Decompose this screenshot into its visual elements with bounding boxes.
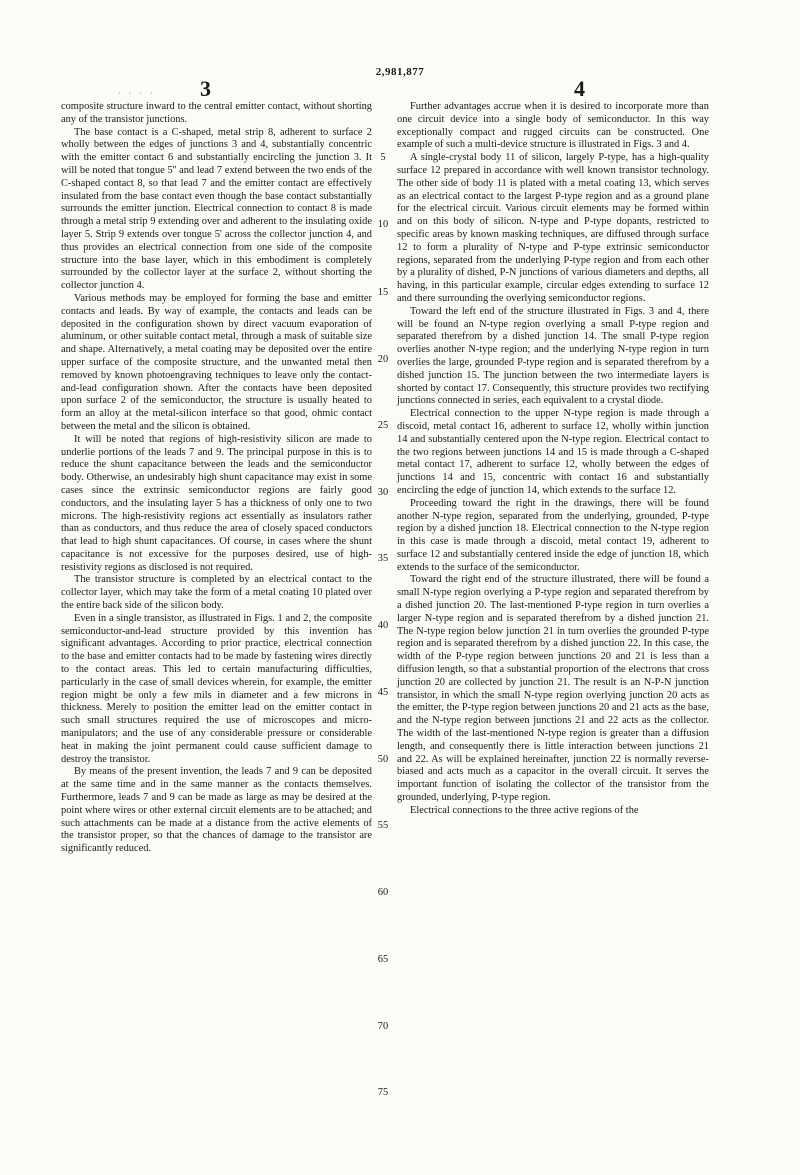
line-number: 45: [377, 687, 389, 698]
right-paragraph: Further advantages accrue when it is desired to incorporate more than one circuit device into a single body of semiconductor. In this way exceptionally compact and rugged circuits can be constructed. One example of such a multi-device structure is illustrated in Figs. 3 and 4.: [397, 101, 709, 151]
line-number: 30: [377, 487, 389, 498]
line-number: 75: [377, 1087, 389, 1098]
right-paragraph: Toward the right end of the structure illustrated, there will be found a small N-type region overlying a P-type region and separated therefrom by a dished junction 20. The last-mentioned P-type region in turn overlies a larger N-type region and is separated therefrom by a dished junction 21. The N-type region below junction 21 in turn overlies the grounded P-type region and is separated therefrom by a dished junction 22. In this case, the width of the P-type region between junctions 20 and 21 is less than a diffusion length, so that a substantial proportion of the electrons that cross junction 20 are collected by junction 21. The result is an N-P-N junction transistor, in which the small N-type region overlying junction 20 acts as the emitter, the P-type region between junctions 20 and 21 acts as the base, and the N-type region between junctions 21 and 22 acts as the collector. The width of the last-mentioned N-type region is greater than a diffusion length, and consequently there is little interaction between junctions 21 and 22. As will be explained hereinafter, junction 22 is normally reverse-biased and acts much as a capacitor in the overall circuit. It serves the important function of isolating the collector of the transistor from the grounded, underlying, P-type region.: [397, 574, 709, 804]
left-paragraph: It will be noted that regions of high-resistivity silicon are made to underlie portions of the leads 7 and 9. The principal purpose in this is to reduce the shunt capacitance between the leads and the semiconductor body. Otherwise, an undesirably high shunt capacitance may exist in some cases since the extrinsic semiconductor regions are fairly good conductors, and the insulating layer 5 has a thickness of only one to two microns. The high-resistivity regions act essentially as insulators rather than as conductors, and thus reduce the area of closely spaced conductors that lead to high shunt capacitances. Of course, in cases where the shunt capacitance is not excessive for the purposes desired, use of high-resistivity regions as disclosed is not required.: [61, 433, 372, 573]
left-paragraph: The base contact is a C-shaped, metal strip 8, adherent to surface 2 wholly between the edges of junctions 3 and 4, substantially concentric with the emitter contact 6 and substantially encircling the junction 3. It will be noted that tongue 5'' and lead 7 extend between the two ends of the C-shaped contact 8, so that lead 7 and the emitter contact are effectively insulated from the base contact even though the base contact substantially surrounds the emitter junction. Electrical connection to contact 8 is made through a metal strip 9 extending over and adherent to the insulating oxide layer 5. Strip 9 extends over tongue 5' across the collector junction 4, and thus provides an electrical connection from one side of the composite structure into the base layer, which in this embodiment is completely surrounded by the collector layer at the surface 2, without shorting the collector junction 4.: [61, 126, 372, 292]
left-paragraph: composite structure inward to the central emitter contact, without shorting any of the transistor junctions.: [61, 101, 372, 125]
line-number: 70: [377, 1021, 389, 1032]
left-column-number: 3: [200, 76, 211, 101]
right-paragraph: Electrical connection to the upper N-type region is made through a discoid, metal contact 16, adherent to surface 12, wholly within junction 14 and substantially centered upon the N-type region. Electrical contact to the two regions between junctions 14 and 15 is made through a C-shaped metal contact 17, adherent to surface 12, wholly between the edges of junctions 14 and 15, concentric with contact 16 and substantially encircling the edge of junction 14, which extends to the surface 12.: [397, 408, 709, 496]
right-column-number: 4: [574, 76, 585, 101]
line-number: 20: [377, 354, 389, 365]
patent-number: 2,981,877: [375, 66, 425, 78]
line-number-gutter: [370, 101, 396, 1151]
right-paragraph: Proceeding toward the right in the drawings, there will be found another N-type region, separated from the underlying, grounded, P-type region by a dished junction 18. Electrical connection to the N-type region in this case is made through a discoid, metal contact 19, adherent to surface 12 and substantially centered inside the edge of junction 18, which extends to the surface of the semiconductor.: [397, 497, 709, 573]
left-paragraph: Various methods may be employed for forming the base and emitter contacts and leads. By way of example, the contacts and leads can be deposited in the configuration shown by direct vacuum evaporation of aluminum, or other suitable contact metal, through a mask of suitable size and shape. Alternatively, a metal coating may be deposited over the entire upper surface of the composite structure, and the unwanted metal then removed by known photoengraving techniques to leave only the contact-and-lead configuration shown. After the contacts have been deposited upon surface 2 of the semiconductor, the structure is usually heated to form an alloy at the metal-silicon interface so that good, ohmic contact between the metal and the silicon is obtained.: [61, 292, 372, 432]
right-paragraph: Electrical connections to the three active regions of the: [410, 804, 639, 816]
line-number: 15: [377, 287, 389, 298]
left-paragraph: The transistor structure is completed by an electrical contact to the collector layer, which may take the form of a metal coating 10 plated over the entire back side of the silicon body.: [61, 574, 372, 612]
left-column: [61, 101, 372, 856]
right-column: [397, 101, 709, 818]
page-header: [0, 0, 800, 100]
line-number: 40: [377, 620, 389, 631]
line-number: 10: [377, 219, 389, 230]
line-number: 25: [377, 420, 389, 431]
left-paragraph: By means of the present invention, the leads 7 and 9 can be deposited at the same time and in the same manner as the contacts themselves. Furthermore, leads 7 and 9 can be made as large as may be desired at the point where wires or other external circuit elements are to be attached; and such attachments can be made at a distance from the active elements of the transistor proper, so that the chances of damage to the transistor are significantly reduced.: [61, 766, 372, 855]
right-paragraph: Toward the left end of the structure illustrated in Figs. 3 and 4, there will be found an N-type region overlying a small P-type region and separated therefrom by a dished junction 14. The small P-type region overlies another N-type region; and the underlying N-type region in turn overlies the large, grounded P-type region and is separated therefrom by a dished junction 15. The junction between the two intermediate layers is shorted by contact 17. Consequently, this structure provides two rectifying junctions connected in series, each equivalent to a crystal diode.: [397, 305, 709, 407]
line-number: 50: [377, 754, 389, 765]
line-number: 5: [380, 152, 386, 163]
scan-speck: · · · ·: [118, 89, 156, 98]
line-number: 55: [377, 820, 389, 831]
left-paragraph: Even in a single transistor, as illustrated in Figs. 1 and 2, the composite semiconductor-and-lead structure provided by this invention has significant advantages. According to prior practice, electrical connection to the base and emitter contacts had to be made by fastening wires directly to the contact areas. This led to certain manufacturing difficulties, particularly in the case of small devices wherein, for example, the emitter region might be only a few mils in diameter and a few microns in thickness. Merely to position the emitter lead on the emitter contact in such small structures required the use of microscopes and micro-manipulators; and the use of any considerable pressure or considerable heat in making the joint permanent could cause sufficient damage to destroy the transistor.: [61, 612, 372, 765]
right-paragraph: A single-crystal body 11 of silicon, largely P-type, has a high-quality surface 12 prepared in accordance with well known transistor technology. The other side of body 11 is plated with a metal coating 13, which serves as an electrical contact to the largest P-type region and as a ground plane for the electrical circuit. Various circuit elements may be formed within and on this body of silicon. N-type and P-type dopants, restricted to specific areas by known masking techniques, are diffused through surface 12 to form a plurality of N-type and P-type extrinsic semiconductor regions, separated from the underlying P-type region and from each other by a plurality of dished, P-N junctions of various diameters and depths, all having, in this particular example, circular edges extending to surface 12 and there surrounding the overlying semiconductor regions.: [397, 152, 709, 304]
line-number: 65: [377, 954, 389, 965]
line-number: 60: [377, 887, 389, 898]
line-number: 35: [377, 553, 389, 564]
